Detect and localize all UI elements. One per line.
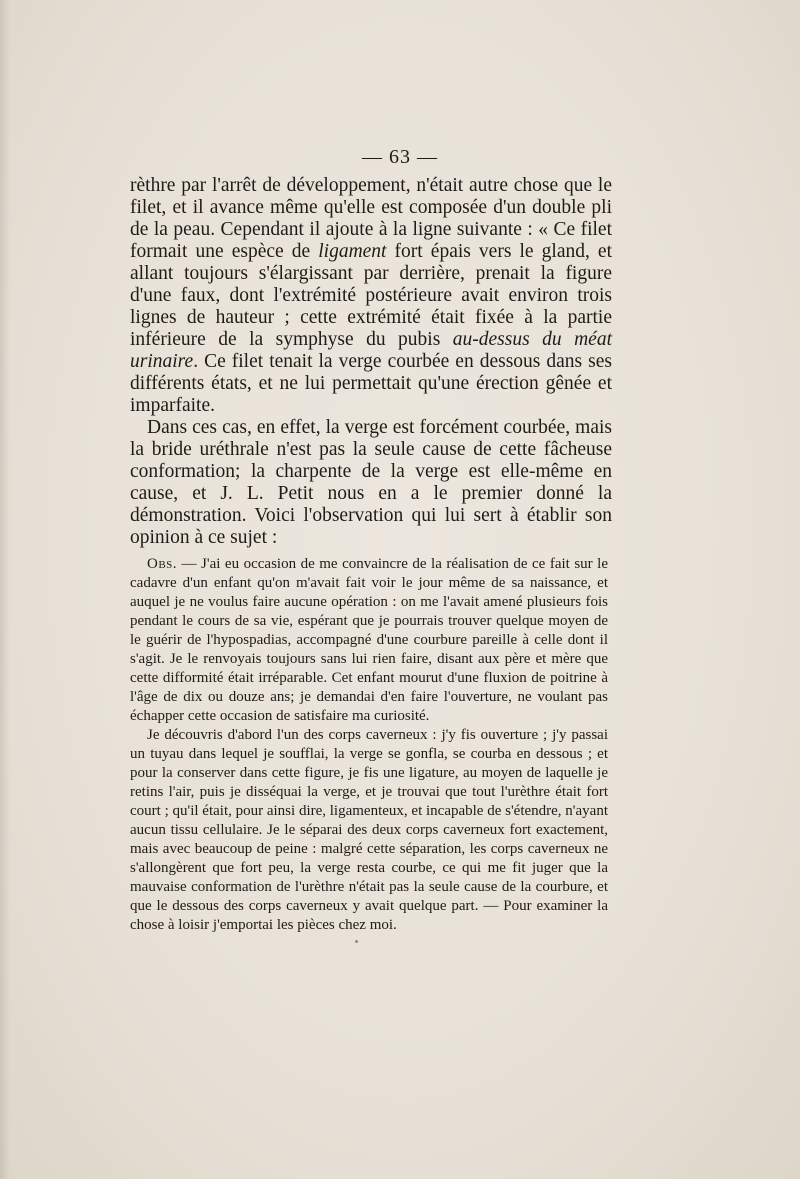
main-p1-text-b: fort épais vers le gland, et allant toujours s'élargissant par derrière, prenait la figure d'une faux, dont l'extrémité postérieure avait environ trois lignes de hauteur ; cette extrémité était fixée à la partie inférieure de la symphyse du pubis xyxy=(130,241,612,350)
observation-block xyxy=(130,555,608,935)
main-p1-italic-ligament: ligament xyxy=(318,241,387,262)
main-p1-text-c: . Ce filet tenait la verge courbée en dessous dans ses différents états, et ne lui permettait qu'une érection gênée et imparfaite. xyxy=(130,351,612,416)
page-number: — 63 — xyxy=(362,146,438,168)
main-paragraph-1 xyxy=(130,175,612,417)
main-text xyxy=(130,175,612,549)
observation-paragraph-2: Je découvris d'abord l'un des corps caverneux : j'y fis ouverture ; j'y passai un tuyau dans lequel je soufflai, la verge se gonfla, se courba en dessous ; et pour la conserver dans cette figure, je fis une ligature, au moyen de laquelle je retins l'air, puis je disséquai la verge, et je trouvai que tout l'urèthre était fort court ; qu'il était, pour ainsi dire, ligamenteux, et incapable de s'étendre, n'ayant aucun tissu cellulaire. Je le séparai des deux corps caverneux fort exactement, mais avec beaucoup de peine : malgré cette séparation, les corps caverneux ne s'allongèrent que fort peu, la verge resta courbe, ce qui me fit juger que la mauvaise conformation de l'urèthre n'était pas la seule cause de la courbure, et que le dessous des corps caverneux y avait quelque part. — Pour examiner la chose à loisir j'emportai les pièces chez moi. xyxy=(130,727,608,933)
observation-label: Obs. xyxy=(147,556,178,572)
observation-paragraph-1 xyxy=(130,555,608,726)
main-p1-italic-meat: au-dessus du méat urinaire xyxy=(130,329,612,372)
paper-speck xyxy=(355,940,358,943)
observation-p1-text: — J'ai eu occasion de me convaincre de la réalisation de ce fait sur le cadavre d'un enfant qu'on m'avait fait voir le jour même de sa naissance, et auquel je ne voulus faire aucune opération : on me l'avait amené plusieurs fois pendant le cours de sa vie, espérant que je pourrais trouver quelque moyen de le guérir de l'hypospadias, accompagné d'une courbure pareille à celle dont il s'agit. Je le renvoyais toujours sans lui rien faire, disant aux père et mère que cette difformité était irréparable. Cet enfant mourut d'une fluxion de poitrine à l'âge de dix ou douze ans; je demandai d'en faire l'ouverture, ne voulant pas échapper cette occasion de satisfaire ma curiosité. xyxy=(130,556,608,724)
main-p1-text-a: rèthre par l'arrêt de développement, n'était autre chose que le filet, et il avance même qu'elle est composée d'un double pli de la peau. Cependant il ajoute à la ligne suivante : « Ce filet formait une espèce de xyxy=(130,175,612,262)
main-paragraph-2: Dans ces cas, en effet, la verge est forcément courbée, mais la bride uréthrale n'est pas la seule cause de cette fâcheuse conformation; la charpente de la verge est elle-même en cause, et J. L. Petit nous en a le premier donné la démonstration. Voici l'observation qui lui sert à établir son opinion à ce sujet : xyxy=(130,417,612,548)
page-edge-shadow xyxy=(0,0,10,1179)
